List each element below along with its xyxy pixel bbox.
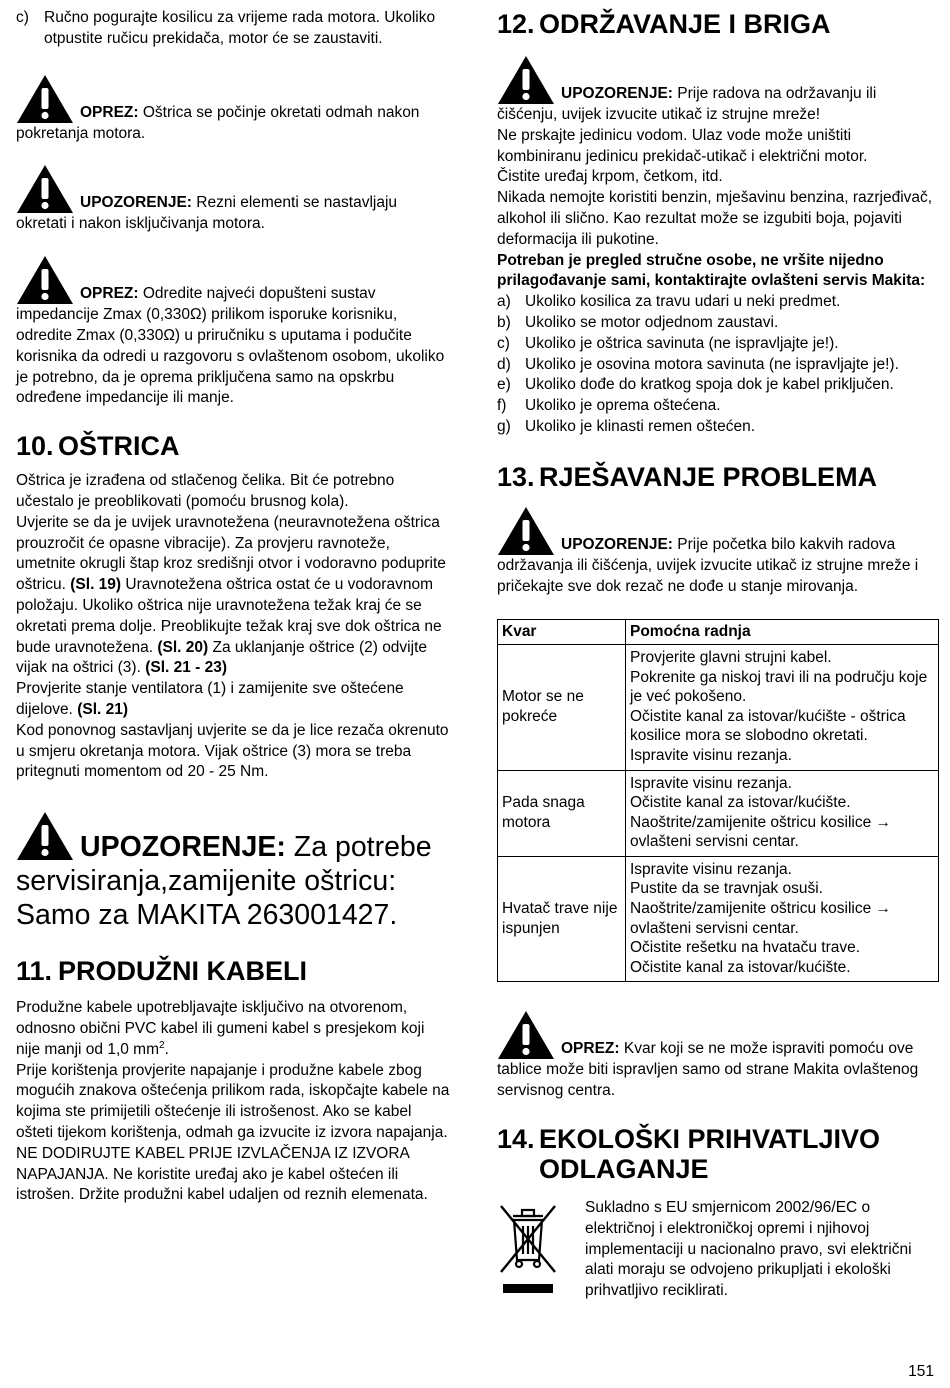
left-column (16, 8, 452, 1206)
figure-ref: (Sl. 20) (157, 638, 209, 656)
warning-triangle-icon (16, 811, 74, 861)
caution-label: OPREZ: (80, 285, 139, 303)
warning-text: Rezni elementi se nastavljaju okretati i nakon isključivanja motora. (16, 194, 398, 233)
section-number: 12. (497, 9, 535, 39)
list-marker: c) (16, 9, 29, 26)
figure-ref: (Sl. 21 - 23) (145, 659, 228, 677)
table-row (498, 770, 939, 856)
disposal-block (497, 1198, 937, 1302)
table-header-row (498, 620, 939, 645)
fault-cell: Hvatač trave nije ispunjen (498, 856, 626, 982)
right-column (497, 8, 937, 1302)
warning-note-maintenance (497, 55, 937, 126)
troubleshooting-table (497, 619, 939, 982)
paragraph: Čistite uređaj krpom, četkom, itd. (497, 168, 723, 186)
section-number: 10. (16, 431, 54, 462)
warning-text: Prije radova na održavanju ili čišćenju, uvijek izvucite utikač iz strujne mreže! (497, 85, 877, 123)
section-title: ODRŽAVANJE I BRIGA (539, 9, 831, 39)
remedy-cell: Ispravite visinu rezanja. Pustite da se travnjak osuši. Naoštrite/zamijenite oštricu kosilice → ovlašteni servisni centar. Očistite rešetku na hvataču trave. Očistite kanal za istovar/kućište. (626, 856, 939, 982)
disposal-text: Sukladno s EU smjernicom 2002/96/EC o električnoj i elektroničkoj opremi i njihovoj implementaciji u nacionalno pravo, svi električni alati moraju se odvojeno prikupljati i ekološki prihvatljivo reciklirati. (585, 1199, 912, 1300)
column-header-remedy: Pomoćna radnja (626, 620, 939, 645)
caution-note-service (497, 1010, 937, 1102)
warning-triangle-icon (497, 55, 555, 105)
caution-note-blade (16, 74, 452, 145)
warning-label: UPOZORENJE: (561, 85, 673, 103)
big-warning-replacement-blade (16, 811, 452, 932)
list-item: g) Ukoliko je klinasti remen oštećen. (497, 417, 756, 435)
paragraph: Kod ponovnog sastavljanj uvjerite se da je lice rezača okrenuto u smjeru okretanja motora. Vijak oštrice (3) mora se treba pritegnuti momentom od 20 - 25 Nm. (16, 721, 449, 781)
warning-note-troubleshooting (497, 506, 937, 598)
list-item: b) Ukoliko se motor odjednom zaustavi. (497, 313, 779, 331)
list-text: Ručno pogurajte kosilicu za vrijeme rada motora. Ukoliko otpustite ručicu prekidača, motor će se zaustaviti. (44, 9, 436, 47)
section-title: PRODUŽNI KABELI (58, 956, 307, 987)
warning-triangle-icon (16, 164, 74, 214)
list-item: e) Ukoliko dođe do kratkog spoja dok je kabel priključen. (497, 376, 894, 394)
caution-text: Odredite najveći dopušteni sustav impedancije Zmax (0,330Ω) prilikom isporuke korisniku, odredite Zmax (0,330Ω) u priručniku s uputama i podučite korisnika da odredi u razgovoru s ovlaštenom osobom, ukoliko je potrebno, da je oprema priključena samo na opskrbu određene impedancije ili manje. (16, 285, 445, 407)
caution-note-impedance (16, 255, 452, 409)
warning-note-cutting (16, 164, 452, 235)
caution-label: OPREZ: (561, 1040, 620, 1058)
warning-text: Za potrebe servisiranja,zamijenite oštricu: Samo za MAKITA 263001427. (16, 831, 432, 932)
warning-triangle-icon (497, 1010, 555, 1060)
section-title: RJEŠAVANJE PROBLEMA (539, 461, 878, 492)
crossed-out-bin-icon (497, 1198, 559, 1305)
caution-text: Kvar koji se ne može ispraviti pomoću ove tablice može biti ispravljen samo od strane Makita ovlaštenog servisnog centra. (497, 1040, 919, 1100)
warning-label: UPOZORENJE: (80, 194, 192, 212)
paragraph: Prije korištenja provjerite napajanje i produžne kabele zbog mogućih znakova oštećenja prilikom rada, iskopčajte kabele na kojima ste primijetili oštećenje ili istrošenost. Ako se kabel ošteti tijekom korištenja, odmah ga izvucite iz izvora napajanja. NE DODIRUJTE KABEL PRIJE IZVLAČENJA IZ IZVORA NAPAJANJA. Ne koristite uređaj ako je kabel oštećen ili istrošen. Držite produžni kabel udaljen od reznih elemenata. (16, 1061, 450, 1204)
service-conditions-list (497, 292, 937, 438)
paragraph-fan: Provjerite stanje ventilatora (1) i zamijenite sve oštećene dijelove. (Sl. 21) (16, 680, 404, 718)
figure-ref: (Sl. 19) (70, 576, 122, 594)
list-item: d) Ukoliko je osovina motora savinuta (ne ispravljajte je!). (497, 355, 899, 373)
paragraph-bold: Potreban je pregled stručne osobe, ne vršite nijedno prilagođavanje sami, kontaktirajte ovlašteni servis Makita: (497, 251, 926, 290)
paragraph: Oštrica je izrađena od stlačenog čelika. Bit će potrebno učestalo je preoblikovati (pomoću brusnog kola). (16, 472, 395, 510)
paragraph-balance: Uvjerite se da je uvijek uravnotežena (neuravnotežena oštrica prouzročit će opasne vibracije). Za provjeru ravnoteže, umetnite okrugli štap kroz središnji otvor i vodoravno poduprite oštricu. (Sl. 19) Uravnotežena oštrica ostat će u vodoravnom položaju. Ukoliko oštrica nije uravnotežena težak kraj će se okretati prema dolje. Preoblikujte težak kraj sve dok oštrica ne bude uravnotežena. (Sl. 20) Za uklanjanje oštrice (2) odvijte vijak na oštrici (3). (Sl. 21 - 23) (16, 513, 446, 677)
warning-text: Prije početka bilo kakvih radova održavanja ili čišćenja, uvijek izvucite utikač iz strujne mreže i pričekajte sve dok rezač ne dođe u stanje mirovanja. (497, 535, 919, 595)
paragraph: Nikada nemojte koristiti benzin, mješavinu benzina, razrjeđivač, alkohol ili slično. Kao rezultat može se izgubiti boja, pojaviti deformacija ili pukotine. (497, 189, 933, 248)
list-item: f) Ukoliko je oprema oštećena. (497, 397, 721, 415)
section-number: 13. (497, 461, 535, 492)
section-14-heading (497, 1124, 937, 1184)
warning-label: UPOZORENJE: (80, 831, 286, 864)
section-title: EKOLOŠKI PRIHVATLJIVO ODLAGANJE (539, 1124, 881, 1185)
column-header-fault: Kvar (498, 620, 626, 645)
warning-triangle-icon (16, 74, 74, 124)
warning-triangle-icon (497, 506, 555, 556)
paragraph: Ne prskajte jedinicu vodom. Ulaz vode može uništiti kombiniranu jedinicu prekidač-utikač i električni motor. (497, 126, 868, 165)
section-title: OŠTRICA (58, 431, 180, 462)
warning-label: UPOZORENJE: (561, 535, 673, 553)
list-item-c (16, 8, 452, 50)
section-12-heading (497, 9, 937, 39)
list-item: a) Ukoliko kosilica za travu udari u neki predmet. (497, 293, 841, 311)
section-11-heading (16, 956, 452, 986)
list-item: c) Ukoliko je oštrica savinuta (ne ispravljajte je!). (497, 334, 839, 352)
table-row (498, 644, 939, 770)
figure-ref: (Sl. 21) (77, 700, 129, 718)
page-number: 151 (908, 1363, 934, 1380)
remedy-cell: Ispravite visinu rezanja. Očistite kanal za istovar/kućište. Naoštrite/zamijenite oštricu kosilice → ovlašteni servisni centar. (626, 770, 939, 856)
remedy-cell: Provjerite glavni strujni kabel. Pokrenite ga niskoj travi ili na području koje je već pokošeno. Očistite kanal za istovar/kućište - oštrica kosilice mora se slobodno okretati. Ispravite visinu rezanja. (626, 644, 939, 770)
fault-cell: Motor se ne pokreće (498, 644, 626, 770)
section-13-heading (497, 462, 937, 492)
section-10-heading (16, 431, 452, 461)
section-number: 14. (497, 1124, 535, 1155)
table-row (498, 856, 939, 982)
warning-triangle-icon (16, 255, 74, 305)
paragraph-cable-type: Produžne kabele upotrebljavajte isključivo na otvorenom, odnosno obični PVC kabel ili gumeni kabel s presjekom koji nije manji od 1,0 $mm^2$. (16, 999, 425, 1058)
caution-label: OPREZ: (80, 103, 139, 121)
section-number: 11. (16, 956, 53, 987)
fault-cell: Pada snaga motora (498, 770, 626, 856)
caution-text: Oštrica se počinje okretati odmah nakon pokretanja motora. (16, 103, 420, 142)
